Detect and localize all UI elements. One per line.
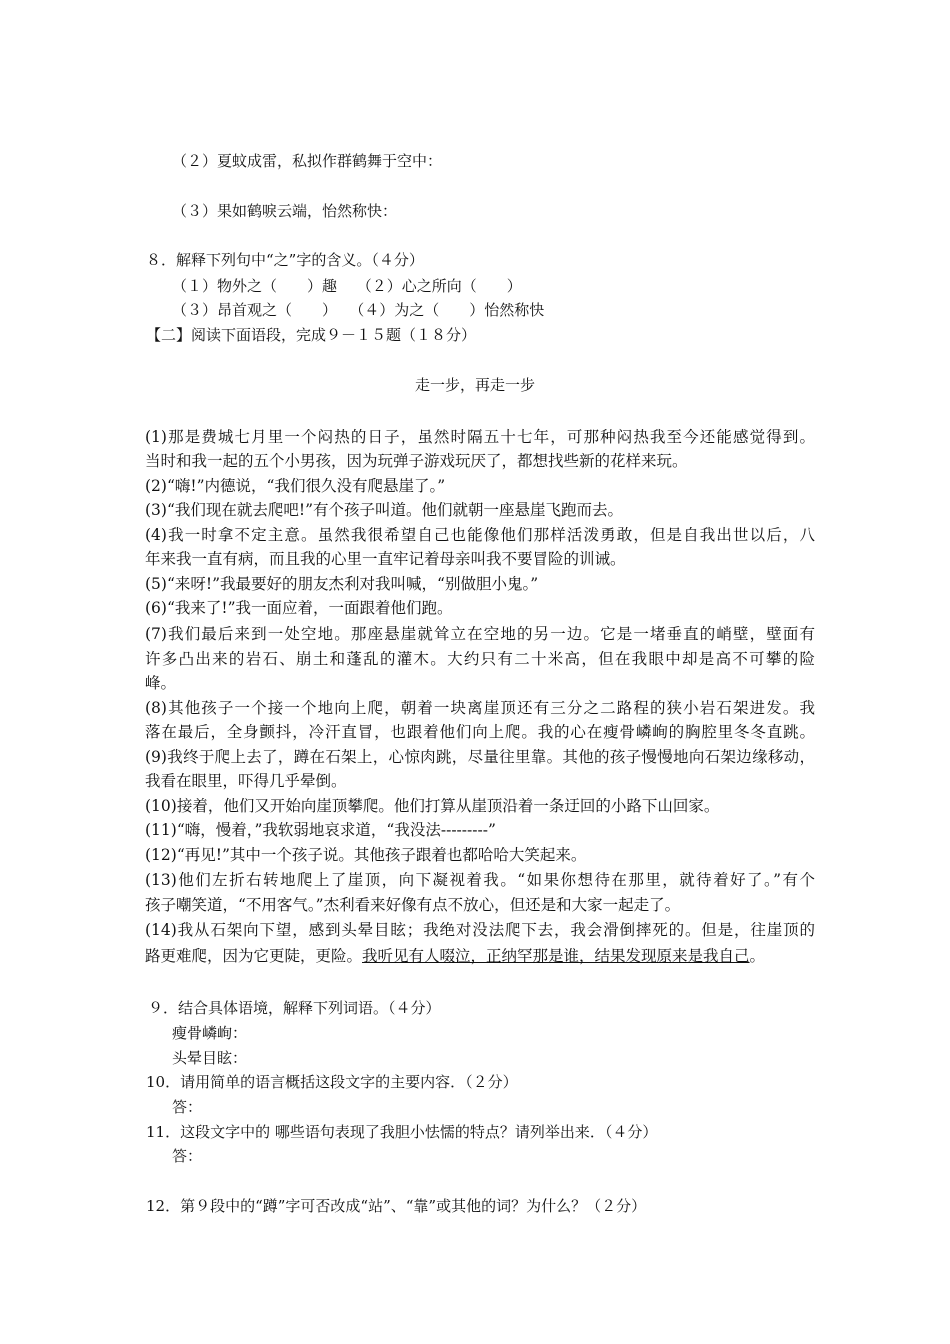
q11-answer-label: 答： xyxy=(172,1147,203,1165)
section-2-heading: 【二】阅读下面语段，完成９－１５题（１８分） xyxy=(146,326,477,344)
question-10: 10．请用简单的语言概括这段文字的主要内容．（２分） xyxy=(146,1073,518,1091)
passage-line: (8)其他孩子一个接一个地向上爬，朝着一块离崖顶还有三分之二路程的狭小岩石架进发。我 xyxy=(145,699,815,717)
passage-line: (13)他们左折右转地爬上了崖顶，向下凝视着我。“如果你想待在那里，就待着好了。”有个 xyxy=(145,871,815,889)
passage-line: (6)“我来了!”我一面应着，一面跟着他们跑。 xyxy=(145,599,453,617)
q9-term-1: 瘦骨嶙峋： xyxy=(172,1024,248,1042)
passage-line: 许多凸出来的岩石、崩土和蓬乱的灌木。大约只有二十米高，但在我眼中却是高不可攀的险 xyxy=(145,650,815,668)
passage-line: (2)“嗨!”内德说，“我们很久没有爬悬崖了。” xyxy=(145,477,446,495)
passage-line: (14)我从石架向下望，感到头晕目眩；我绝对没法爬下去，我会滑倒摔死的。但是，往崖顶的 xyxy=(145,921,815,939)
passage-line: (1)那是费城七月里一个闷热的日子，虽然时隔五十七年，可那种闷热我至今还能感觉得到。 xyxy=(145,428,815,446)
q8-row-2: （３）昂首观之（ ） （４）为之（ ）怡然称快 xyxy=(172,301,545,319)
q8-row-1: （１）物外之（ ）趣 （２）心之所向（ ） xyxy=(172,277,522,295)
question-9: ９．结合具体语境，解释下列词语。（４分） xyxy=(148,999,441,1017)
passage-line: 孩子嘲笑道，“不用客气。”杰利看来好像有点不放心，但还是和大家一起走了。 xyxy=(145,896,681,914)
question-12: 12．第９段中的“蹲”字可否改成“站”、“靠”或其他的词？为什么？（２分） xyxy=(146,1197,647,1215)
passage-line: 我看在眼里，吓得几乎晕倒。 xyxy=(145,772,347,790)
q7-item-3: （３）果如鹤唳云端，怡然称快： xyxy=(172,202,398,220)
q9-term-2: 头晕目眩： xyxy=(172,1049,248,1067)
q8-title: ８．解释下列句中“之”字的含义。（４分） xyxy=(146,251,424,269)
passage-line: (12)“再见!”其中一个孩子说。其他孩子跟着也都哈哈大笑起来。 xyxy=(145,846,587,864)
question-11: 11．这段文字中的 哪些语句表现了我胆小怯懦的特点？请列举出来．（４分） xyxy=(146,1123,658,1141)
passage-line xyxy=(145,946,815,966)
passage-text: 路更难爬，因为它更陡，更险。 xyxy=(145,947,363,965)
passage-line: (4)我一时拿不定主意。虽然我很希望自己也能像他们那样活泼勇敢，但是自我出世以后，八 xyxy=(145,526,815,544)
passage-line: (9)我终于爬上去了，蹲在石架上，心惊肉跳，尽量往里靠。其他的孩子慢慢地向石架边缘移动， xyxy=(145,748,815,766)
q7-item-2: （２）夏蚊成雷，私拟作群鹤舞于空中： xyxy=(172,152,443,170)
passage-line: (11)“嗨，慢着，”我软弱地哀求道，“我没法---------” xyxy=(145,821,496,839)
passage-line: (3)“我们现在就去爬吧!”有个孩子叫道。他们就朝一座悬崖飞跑而去。 xyxy=(145,501,624,519)
passage-line: (10)接着，他们又开始向崖顶攀爬。他们打算从崖顶沿着一条迂回的小路下山回家。 xyxy=(145,797,720,815)
passage-line: 年来我一直有病，而且我的心里一直牢记着母亲叫我不要冒险的训诫。 xyxy=(145,550,626,568)
passage-line: 当时和我一起的五个小男孩，因为玩弹子游戏玩厌了，都想找些新的花样来玩。 xyxy=(145,452,688,470)
passage-text: 。 xyxy=(749,947,766,965)
passage-line: 落在最后，全身颤抖，冷汗直冒，也跟着他们向上爬。我的心在瘦骨嶙峋的胸腔里冬冬直跳。 xyxy=(145,723,815,741)
q10-answer-label: 答： xyxy=(172,1098,203,1116)
passage-title: 走一步，再走一步 xyxy=(414,376,535,394)
underlined-sentence: 我听见有人啜泣，正纳罕那是谁，结果发现原来是我自己 xyxy=(362,947,750,965)
passage-line: (7)我们最后来到一处空地。那座悬崖就耸立在空地的另一边。它是一堵垂直的峭壁，壁面有 xyxy=(145,625,815,643)
passage-line: 峰。 xyxy=(145,674,177,692)
passage-line: (5)“来呀!”我最要好的朋友杰利对我叫喊，“别做胆小鬼。” xyxy=(145,575,539,593)
